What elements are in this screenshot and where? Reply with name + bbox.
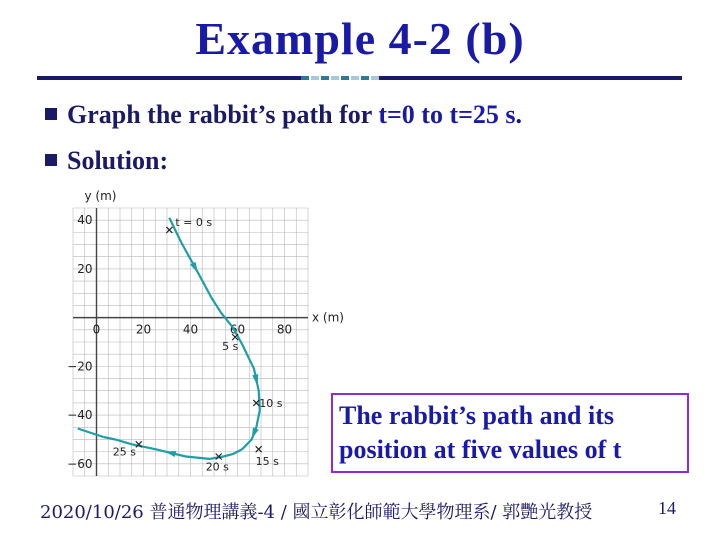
bullet-highlight: t=0 to t=25 s [378, 100, 516, 129]
direction-arrow [190, 262, 198, 273]
direction-arrow [252, 374, 258, 386]
caption-line: position at five values of t [339, 435, 622, 464]
marker-label: 25 s [112, 445, 137, 459]
marker-label: 15 s [255, 455, 279, 469]
y-tick-label: −40 [67, 408, 93, 423]
slide-title: Example 4-2 (b) [195, 13, 525, 64]
rabbit-path-tail [78, 429, 104, 438]
bullet-square-icon [45, 154, 57, 166]
x-tick-label: 60 [229, 322, 246, 337]
x-tick-label: 0 [92, 322, 101, 337]
caption-box [331, 393, 689, 473]
bullet-graph-instruction [45, 100, 522, 130]
marker-label: 20 s [205, 460, 229, 474]
y-axis-label: y (m) [84, 189, 117, 203]
x-axis-label: x (m) [312, 310, 344, 325]
y-tick-label: 20 [77, 261, 93, 276]
title-divider [37, 76, 682, 80]
rabbit-path-chart [67, 186, 370, 486]
direction-arrow [165, 451, 177, 457]
bullet-text: Graph the rabbit’s path for [67, 100, 379, 129]
caption-line: The rabbit’s path and its [339, 401, 614, 430]
marker-label: 5 s [222, 340, 239, 354]
y-tick-label: −20 [67, 359, 93, 374]
x-tick-label: 40 [182, 322, 199, 337]
page-number: 14 [658, 498, 676, 518]
bullet-solution [45, 146, 168, 176]
direction-arrow [252, 427, 259, 439]
x-tick-label: 20 [135, 322, 152, 337]
y-tick-label: −60 [67, 456, 93, 471]
y-tick-label: 40 [77, 213, 93, 228]
marker-label: 10 s [259, 396, 283, 410]
bullet-text: Solution: [67, 146, 169, 175]
bullet-suffix: . [515, 100, 523, 129]
bullet-square-icon [45, 108, 57, 120]
x-tick-label: 80 [276, 322, 293, 337]
marker-label: t = 0 s [175, 215, 213, 229]
footer-text: 2020/10/26 普通物理講義-4 / 國立彰化師範大學物理系/ 郭艷光教授 [40, 502, 593, 523]
